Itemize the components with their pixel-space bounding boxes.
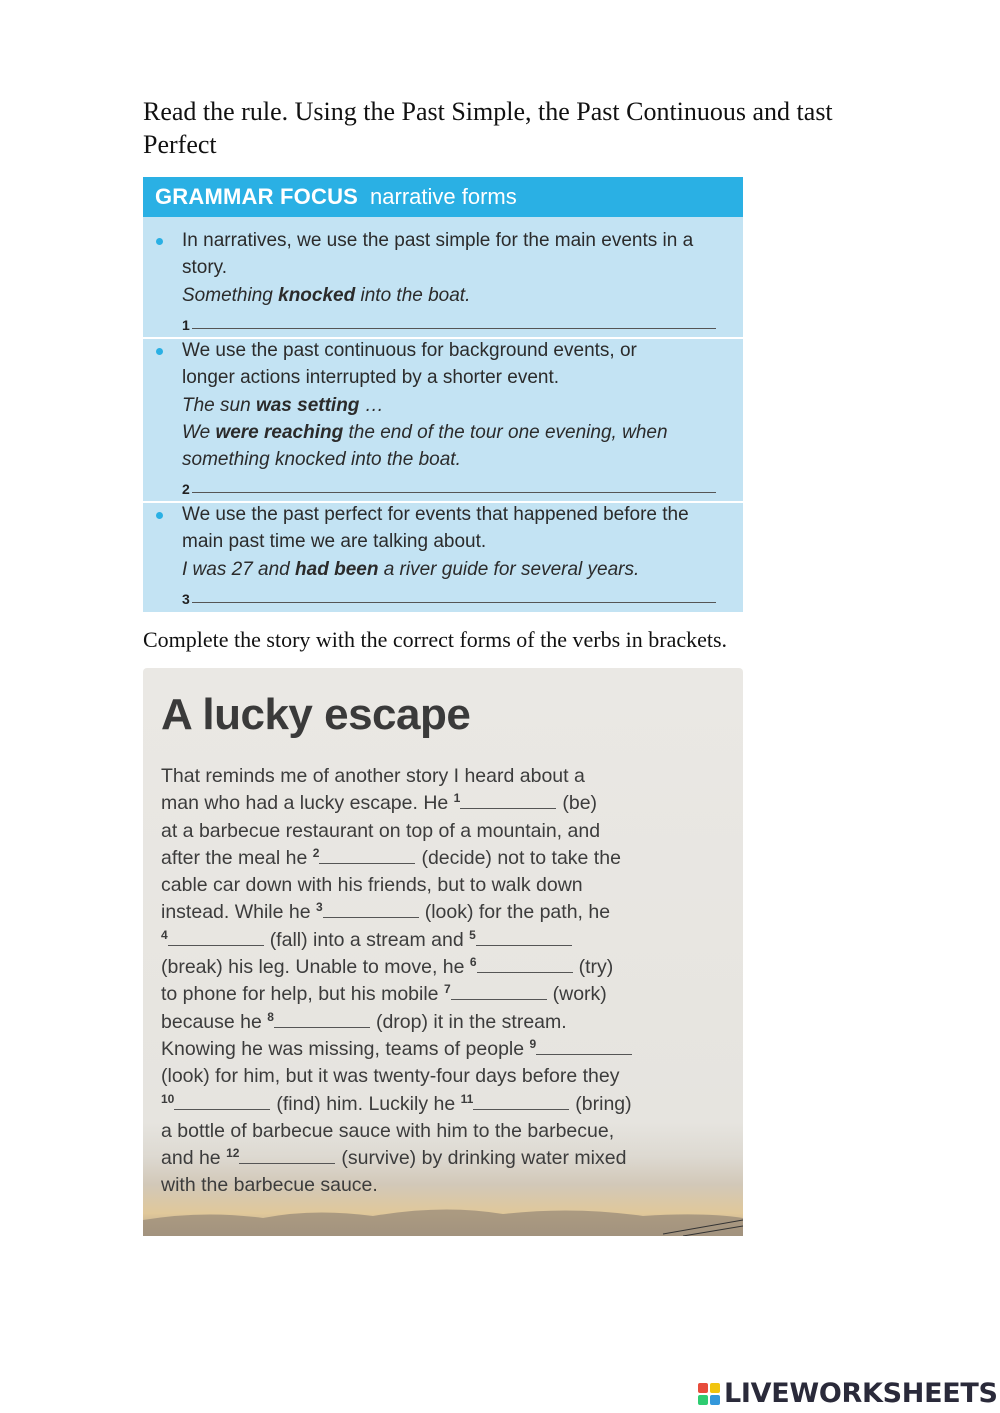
story-line: [161, 872, 731, 899]
story-text: (look) for the path, he: [424, 901, 611, 924]
blank-number: 10: [161, 1091, 175, 1106]
story-text: after the meal he: [161, 846, 313, 869]
blank-number: 11: [460, 1091, 474, 1106]
story-line: [161, 818, 731, 845]
blank-number: 8: [267, 1009, 274, 1024]
grammar-focus-box: [143, 177, 743, 612]
rule-2-answer-line[interactable]: [192, 492, 716, 493]
brand-text: LIVEWORKSHEETS: [724, 1378, 998, 1409]
story-text: instead. While he: [161, 901, 317, 924]
blank-number: 4: [161, 927, 168, 942]
blank-number: 2: [312, 845, 320, 860]
story-panel: [143, 668, 743, 1236]
blank-number: 5: [469, 927, 476, 942]
story-line: [161, 1091, 731, 1118]
answer-blank-6[interactable]: [477, 957, 573, 973]
story-line: [161, 1145, 731, 1172]
bullet-icon: [156, 238, 163, 245]
rule-1-text: In narratives, we use the past simple for the main events in a story.: [182, 230, 694, 279]
story-text: Knowing he was missing, teams of people: [161, 1037, 530, 1060]
blank-number: 7: [443, 982, 451, 997]
answer-blank-12[interactable]: [239, 1148, 335, 1164]
rule-1: [143, 227, 743, 341]
story-text: (be): [562, 792, 598, 815]
rule-3-example: I was 27 and had been a river guide for several years.: [182, 559, 640, 580]
story-text: (look) for him, but it was twenty-four days before they: [161, 1065, 620, 1088]
blank-number: 3: [316, 900, 323, 915]
story-text: That reminds me of another story I heard about a: [161, 765, 585, 787]
rule-1-example: Something knocked into the boat.: [182, 285, 471, 306]
instruction-text: Complete the story with the correct forms of the verbs in brackets.: [143, 627, 728, 652]
answer-blank-3[interactable]: [323, 902, 419, 918]
blank-number: 1: [453, 791, 461, 806]
rule-1-number: 1: [182, 317, 190, 333]
blank-number: 9: [529, 1036, 537, 1051]
story-text: (break) his leg. Unable to move, he: [161, 956, 470, 979]
rule-3-answer-line[interactable]: [192, 602, 716, 603]
answer-blank-10[interactable]: [174, 1094, 270, 1110]
answer-blank-5[interactable]: [476, 930, 572, 946]
story-text: (decide) not to take the: [421, 846, 621, 869]
blank-number: 12: [226, 1146, 240, 1161]
story-text: and he: [161, 1147, 227, 1170]
story-text: (fall) into a stream and: [269, 928, 470, 951]
story-line: [161, 927, 731, 954]
rule-1-answer-line[interactable]: [192, 328, 716, 329]
grammar-focus-header: [143, 177, 743, 217]
story-line: [161, 1063, 731, 1090]
story-line: [161, 981, 731, 1008]
story-line: [161, 763, 731, 790]
story-text: man who had a lucky escape. He: [161, 792, 454, 815]
story-title: A lucky escape: [161, 690, 471, 739]
liveworksheets-brand: [698, 1378, 998, 1409]
story-text: (work): [552, 983, 607, 1006]
story-line: [161, 954, 731, 981]
story-text: with the barbecue sauce.: [161, 1174, 378, 1197]
story-text: a bottle of barbecue sauce with him to the barbecue,: [161, 1119, 615, 1142]
grammar-focus-subtitle: narrative forms: [370, 184, 517, 209]
bullet-icon: [156, 348, 163, 355]
answer-blank-11[interactable]: [473, 1094, 569, 1110]
story-text: (survive) by drinking water mixed: [341, 1147, 627, 1170]
answer-blank-1[interactable]: [460, 793, 556, 809]
answer-blank-7[interactable]: [451, 984, 547, 1000]
liveworksheets-logo-icon: [698, 1383, 720, 1405]
story-text: at a barbecue restaurant on top of a mountain, and: [161, 819, 601, 842]
rule-2-example-2: We were reaching the end of the tour one evening, when something knocked into the boat.: [182, 422, 668, 471]
rule-3-number: 3: [182, 591, 190, 607]
blank-number: 6: [469, 955, 477, 970]
story-line: [161, 1118, 731, 1145]
story-line: [161, 790, 731, 817]
answer-blank-4[interactable]: [168, 930, 264, 946]
story-text: (drop) it in the stream.: [375, 1010, 567, 1033]
rule-2-number: 2: [182, 481, 190, 497]
answer-blank-2[interactable]: [319, 848, 415, 864]
intro-text: Read the rule. Using the Past Simple, the Past Continuous and tast Perfect: [143, 97, 833, 159]
story-text: (find) him. Luckily he: [276, 1092, 461, 1115]
rule-3: [143, 501, 743, 612]
grammar-focus-title: GRAMMAR FOCUS: [155, 184, 359, 209]
story-line: [161, 845, 731, 872]
bullet-icon: [156, 512, 163, 519]
mountain-silhouette-image: [143, 1196, 743, 1236]
story-text: cable car down with his friends, but to walk down: [161, 874, 583, 897]
rule-2-example-1: The sun was setting …: [182, 395, 384, 416]
story-line: [161, 1036, 731, 1063]
story-text: (try): [578, 956, 614, 979]
rule-2: [143, 337, 743, 501]
story-body: [161, 763, 731, 1200]
rule-2-text: We use the past continuous for background events, or longer actions interrupted by a shorter event.: [182, 340, 637, 389]
rule-3-text: We use the past perfect for events that happened before the main past time we are talking about.: [182, 504, 689, 553]
answer-blank-9[interactable]: [536, 1039, 632, 1055]
story-text: to phone for help, but his mobile: [161, 983, 444, 1006]
story-text: because he: [161, 1010, 268, 1033]
story-text: (bring): [575, 1092, 632, 1115]
story-line: [161, 899, 731, 926]
answer-blank-8[interactable]: [274, 1012, 370, 1028]
story-line: [161, 1009, 731, 1036]
